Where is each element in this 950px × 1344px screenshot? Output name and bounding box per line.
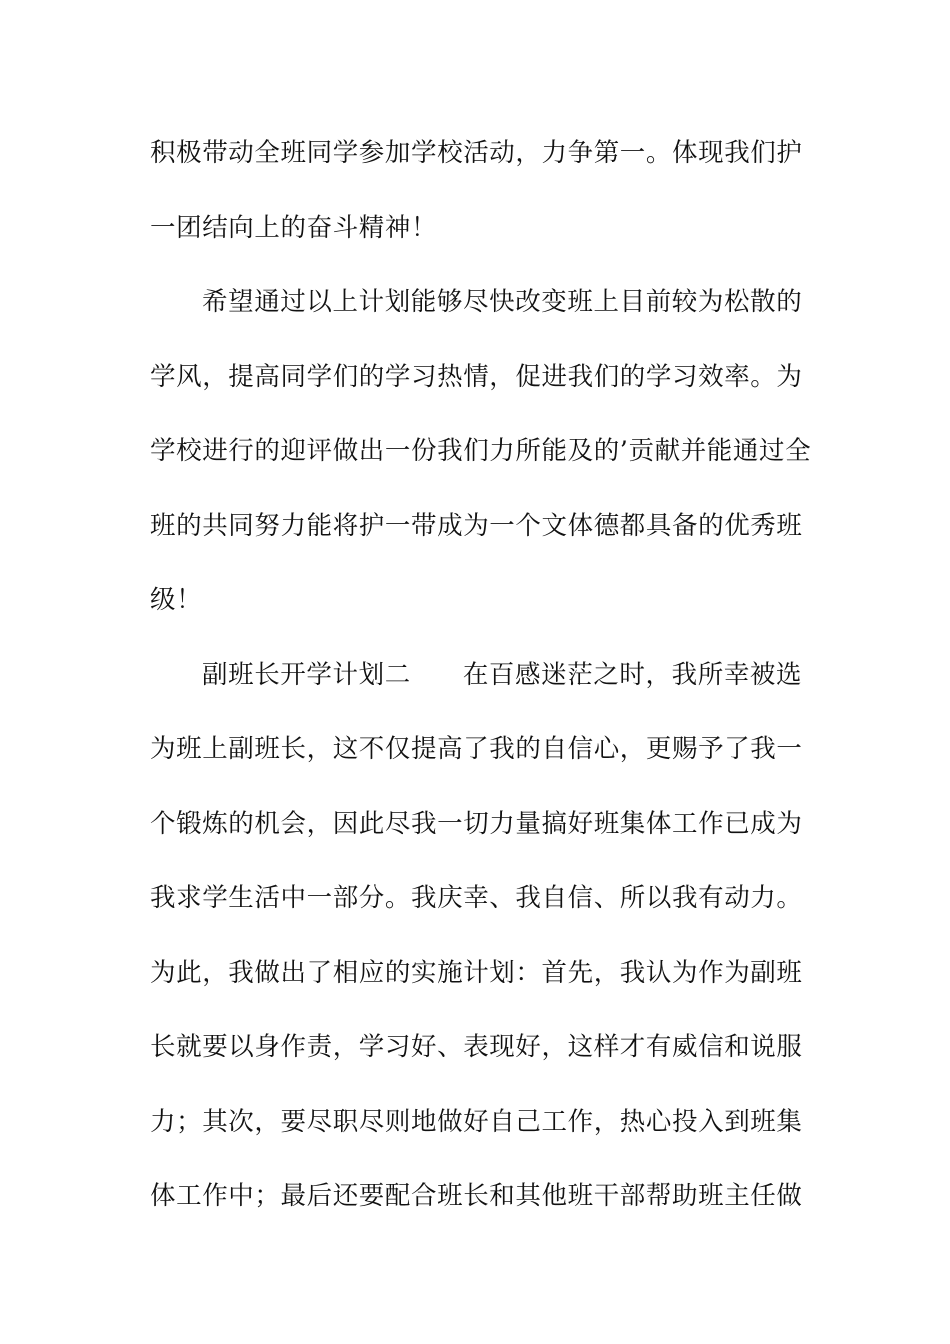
section-heading: 副班长开学计划二 [202,659,411,690]
paragraph-line: 个锻炼的机会，因此尽我一切力量搞好班集体工作已成为 [150,808,803,839]
paragraph-line: 力；其次，要尽职尽则地做好自己工作，热心投入到班集 [150,1106,803,1137]
paragraph-line: 我求学生活中一部分。我庆幸、我自信、所以我有动力。 [150,883,803,913]
paragraph-text: 在百感迷茫之时，我所幸被选 [462,659,803,690]
paragraph-line: 学校进行的迎评做出一份我们力所能及的’贡献并能通过全 [150,436,812,466]
paragraph-line: 长就要以身作责，学习好、表现好，这样才有威信和说服 [150,1032,803,1062]
paragraph-line: 一团结向上的奋斗精神！ [150,212,438,243]
paragraph-line: 为此，我做出了相应的实施计划：首先，我认为作为副班 [150,957,803,988]
paragraph-line: 体工作中；最后还要配合班长和其他班干部帮助班主任做 [150,1181,803,1211]
paragraph-line: 班的共同努力能将护一带成为一个文体德都具备的优秀班 [150,510,803,541]
paragraph-line: 级！ [150,585,203,615]
paragraph-line: 积极带动全班同学参加学校活动，力争第一。体现我们护 [150,138,803,168]
document-body [150,116,810,1234]
paragraph-line: 为班上副班长，这不仅提高了我的自信心，更赐予了我一 [150,734,803,764]
paragraph-line: 学风，提高同学们的学习热情，促进我们的学习效率。为 [150,361,803,392]
section-heading-line [150,638,810,713]
paragraph-line: 希望通过以上计划能够尽快改变班上目前较为松散的 [202,287,803,317]
